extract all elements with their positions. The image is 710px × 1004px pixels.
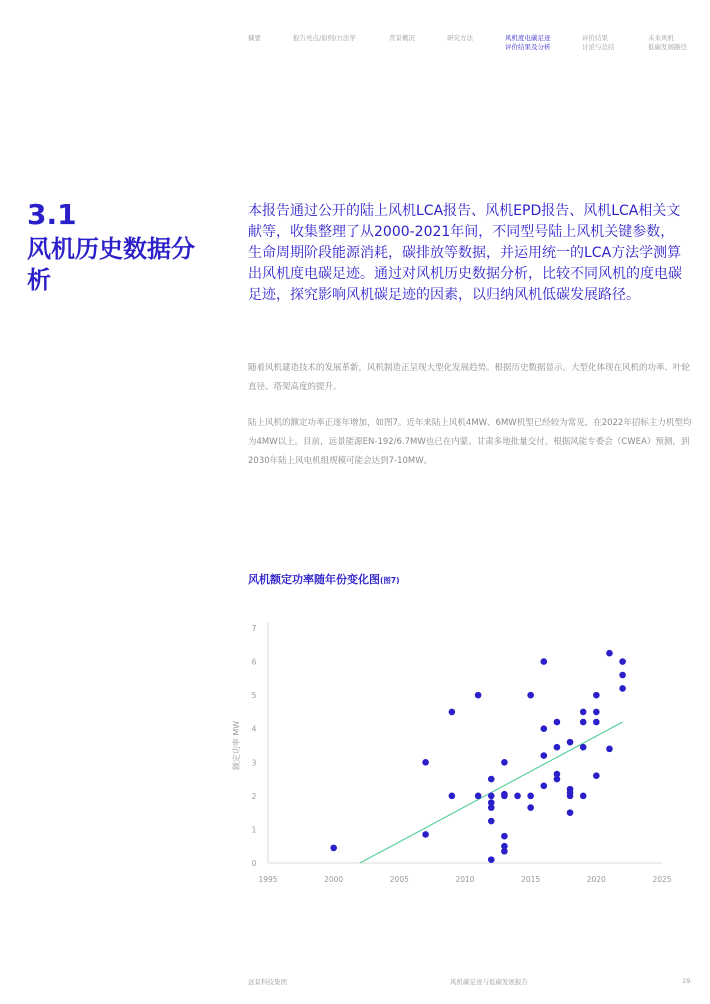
data-point: [619, 685, 626, 692]
nav-item-label: 摘要: [248, 34, 261, 42]
nav-item-label-line2: 低碳发展路径: [648, 43, 687, 51]
data-point: [619, 672, 626, 679]
nav-item-label: 未来风机: [648, 34, 674, 42]
data-point: [606, 650, 613, 657]
nav-item-label: 风机度电碳足迹: [505, 34, 551, 42]
y-tick-label: 2: [251, 791, 257, 801]
page-number: 19: [682, 977, 691, 985]
data-point: [580, 744, 587, 751]
data-point: [554, 776, 561, 783]
data-point: [422, 831, 429, 838]
x-tick-label: 2020: [586, 875, 606, 884]
nav-item-label: 研究方法: [447, 34, 473, 42]
nav-item-methods[interactable]: [447, 34, 473, 43]
x-tick-label: 2000: [324, 875, 344, 884]
lead-paragraph: 本报告通过公开的陆上风机LCA报告、风机EPD报告、风机LCA相关文献等，收集整理了从2000-2021年间，不同型号陆上风机关键参数，生命周期阶段能源消耗，碳排放等数据，并运用统一的LCA方法学测算出风机度电碳足迹。通过对风机历史数据分析，比较不同风机的度电碳足迹，探究影响风机碳足迹的因素，以归纳风机低碳发展路径。: [248, 203, 682, 303]
data-point: [488, 776, 495, 783]
data-point: [580, 793, 587, 800]
y-tick-label: 1: [251, 825, 257, 835]
data-point: [554, 719, 561, 726]
top-navigation: [0, 34, 710, 54]
data-point: [488, 856, 495, 863]
data-point: [488, 804, 495, 811]
data-point: [593, 709, 600, 716]
data-point: [567, 809, 574, 816]
data-point: [501, 759, 508, 766]
y-tick-label: 3: [251, 758, 257, 768]
nav-item-label: 背景概况: [389, 34, 415, 42]
data-point: [541, 658, 548, 665]
data-point: [501, 848, 508, 855]
nav-item-label: 评价结果: [582, 34, 608, 42]
y-tick-label: 5: [251, 691, 257, 701]
y-tick-label: 7: [251, 624, 257, 633]
trend-line: [360, 722, 623, 863]
data-point: [475, 692, 482, 699]
data-point: [422, 759, 429, 766]
data-point: [488, 793, 495, 800]
data-point: [593, 692, 600, 699]
data-point: [554, 744, 561, 751]
y-tick-label: 4: [251, 724, 257, 734]
data-point: [330, 845, 337, 852]
nav-item-label-line2: 评价结果及分析: [505, 43, 551, 51]
data-point: [567, 739, 574, 746]
data-point: [527, 793, 534, 800]
data-point: [580, 719, 587, 726]
data-point: [501, 793, 508, 800]
nav-item-future[interactable]: [648, 34, 687, 52]
nav-item-summary[interactable]: [248, 34, 261, 43]
body-paragraph-2: 陆上风机的额定功率正逐年增加，如图7。近年来陆上风机4MW、6MW机型已经较为常见，在2022年招标主力机型均为4MW以上。目前，远景能源EN-192/6.7MW也已在内蒙、甘肃多地批量交付。根据风能专委会（CWEA）预测，到2030年陆上风电机组规模可能会达到7-10MW。: [248, 418, 692, 466]
chart-title-main: 风机额定功率随年份变化图: [248, 573, 380, 586]
x-tick-label: 2015: [521, 875, 541, 884]
data-point: [567, 793, 574, 800]
section-title: 风机历史数据分析: [27, 235, 195, 294]
chart-title-suffix: (图7): [380, 576, 400, 585]
y-axis-label: 额定功率 MW: [232, 720, 241, 771]
data-point: [449, 709, 456, 716]
data-point: [527, 804, 534, 811]
x-tick-label: 2010: [455, 875, 475, 884]
footer-company: 远景科技集团: [248, 978, 287, 986]
nav-item-results[interactable]: [505, 34, 551, 52]
x-tick-label: 2025: [652, 875, 672, 884]
data-point: [475, 793, 482, 800]
data-point: [541, 752, 548, 759]
y-tick-label: 6: [251, 657, 257, 667]
data-point: [527, 692, 534, 699]
x-tick-label: 1995: [258, 875, 278, 884]
body-paragraph-1: 随着风机建造技术的发展革新，风机制造正呈现大型化发展趋势。根据历史数据显示，大型化体现在风机的功率、叶轮直径、塔架高度的提升。: [248, 363, 691, 392]
data-point: [488, 818, 495, 825]
nav-item-label-line2: 讨论与总结: [582, 43, 615, 51]
y-tick-label: 0: [251, 859, 257, 868]
data-point: [580, 709, 587, 716]
nav-item-highlights[interactable]: [293, 34, 356, 43]
data-point: [541, 782, 548, 789]
data-point: [593, 719, 600, 726]
data-point: [449, 793, 456, 800]
nav-item-discussion[interactable]: [582, 34, 615, 52]
data-point: [619, 658, 626, 665]
data-point: [541, 725, 548, 732]
x-tick-label: 2005: [389, 875, 409, 884]
data-point: [606, 746, 613, 753]
chart-title: [248, 571, 400, 587]
data-point: [514, 793, 521, 800]
data-point: [501, 833, 508, 840]
data-point: [593, 772, 600, 779]
section-number: 3.1: [27, 198, 77, 231]
scatter-chart: [225, 615, 675, 890]
footer-report-title: 风机碳足迹与低碳发展报告: [450, 978, 528, 986]
nav-item-background[interactable]: [389, 34, 415, 43]
nav-item-label: 报告亮点/原则/方法学: [293, 34, 356, 42]
